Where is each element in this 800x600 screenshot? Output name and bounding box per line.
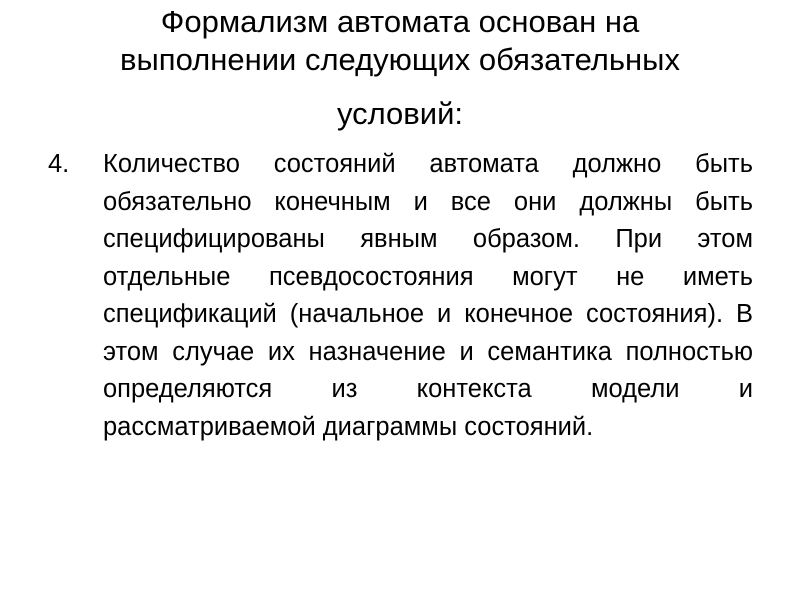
list-item-number: 4. (48, 150, 70, 178)
list-item-text: Количество состояний автомата должно быть обязательно конечным и все они должны быть специфицированы явным образом. При этом отдельные псевдосостояния могут не иметь спецификаций (начальное и конечное состояния). В этом случае их назначение и семантика полностью определяются из контекста модели и рассматриваемой диаграммы состояний. (103, 150, 753, 441)
numbered-list-item (48, 146, 753, 446)
slide-title (40, 6, 760, 138)
title-line-2: выполнении следующих обязательных (120, 42, 680, 77)
title-line-3: условий: (336, 96, 464, 131)
title-line-1: Формализм автомата основан на (160, 4, 640, 39)
